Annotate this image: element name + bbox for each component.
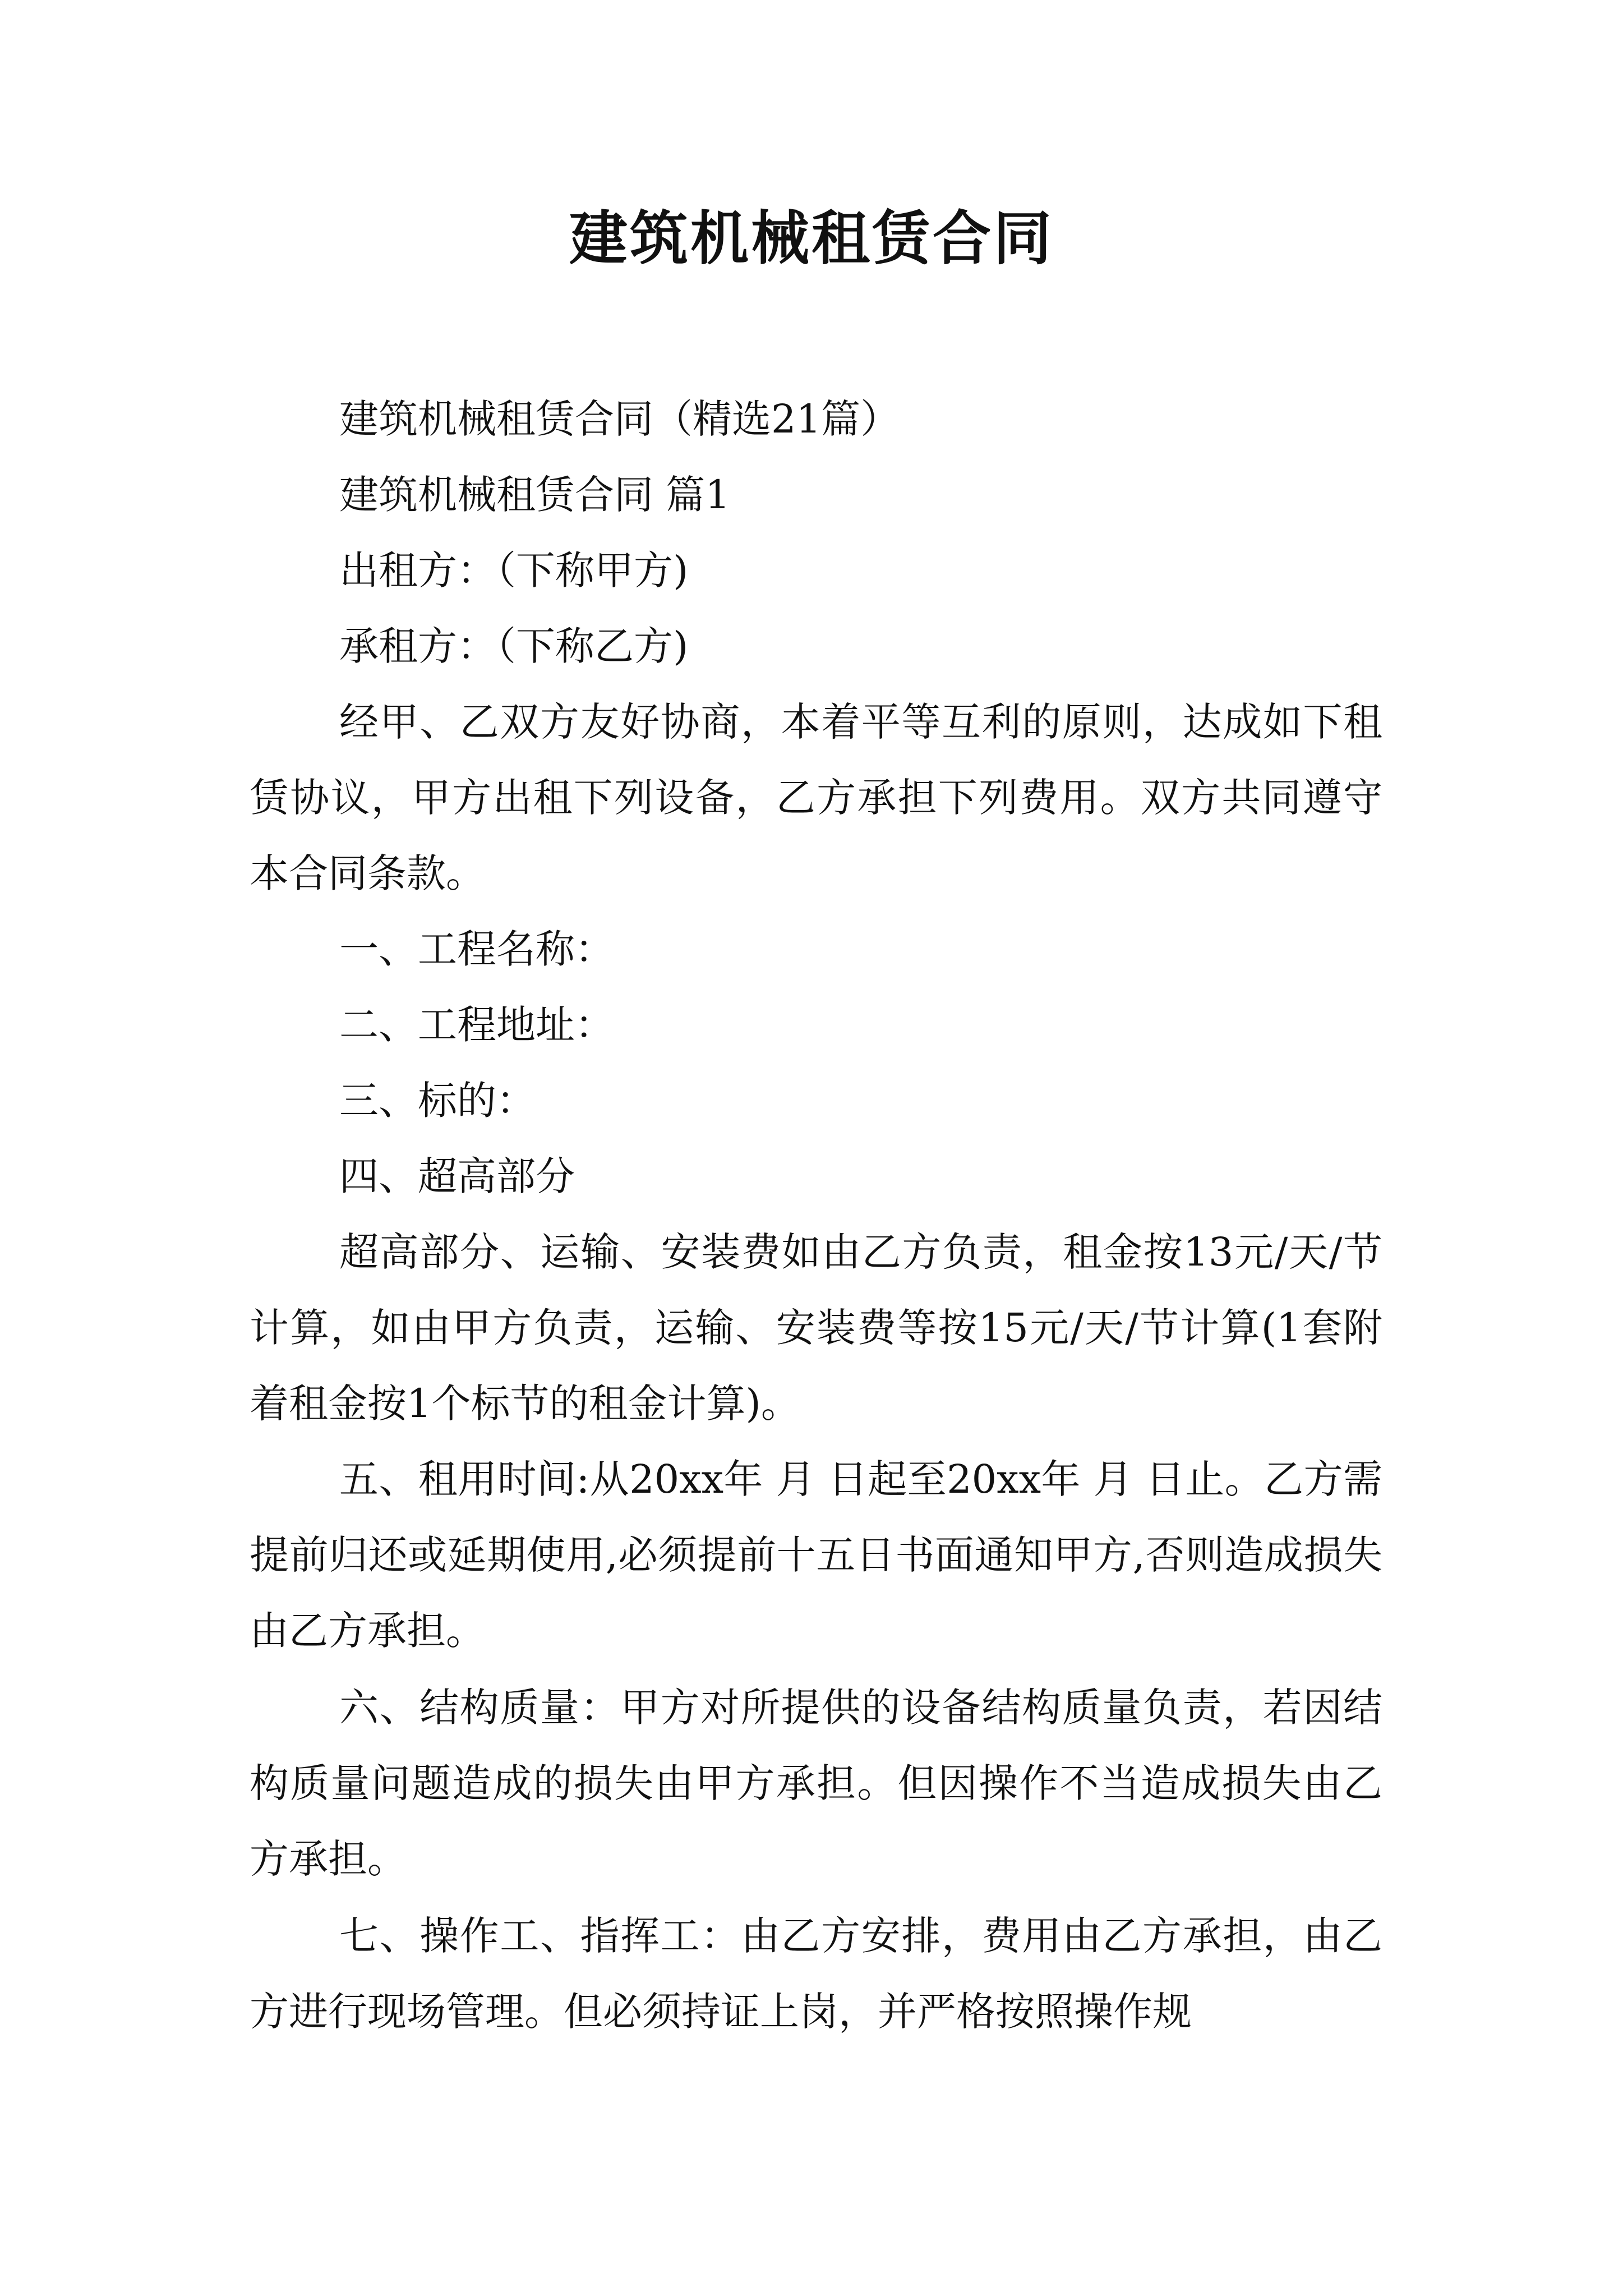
paragraph-rental-period: 五、租用时间:从20xx年 月 日起至20xx年 月 日止。乙方需提前归还或延期使用,必须提前十五日书面通知甲方,否则造成损失由乙方承担。 [250,1456,1382,1654]
paragraph-lessor: 出租方：（下称甲方) [339,547,689,593]
paragraph-project-address: 二、工程地址： [339,1002,614,1048]
paragraph-subtitle: 建筑机械租赁合同（精选21篇） [339,396,900,442]
paragraph-intro: 经甲、乙双方友好协商，本着平等互利的原则，达成如下租赁协议，甲方出租下列设备，乙方承担下列费用。双方共同遵守本合同条款。 [250,699,1382,896]
document-body [250,381,1382,2050]
document-title: 建筑机械租赁合同 [569,204,1054,273]
paragraph-lessee: 承租方：（下称乙方) [339,623,689,669]
paragraph-structural-quality: 六、结构质量：甲方对所提供的设备结构质量负责，若因结构质量问题造成的损失由甲方承担。但因操作不当造成损失由乙方承担。 [250,1685,1382,1882]
paragraph-over-height-terms: 超高部分、运输、安装费如由乙方负责，租金按13元/天/节计算，如由甲方负责，运输、安装费等按15元/天/节计算(1套附着租金按1个标节的租金计算)。 [250,1229,1382,1427]
paragraph-operators: 七、操作工、指挥工：由乙方安排，费用由乙方承担，由乙方进行现场管理。但必须持证上岗，并严格按照操作规 [250,1913,1382,2035]
paragraph-section-heading: 建筑机械租赁合同 篇1 [339,472,730,518]
paragraph-subject: 三、标的： [339,1078,536,1124]
paragraph-over-height-heading: 四、超高部分 [339,1153,575,1199]
paragraph-project-name: 一、工程名称： [339,926,614,972]
